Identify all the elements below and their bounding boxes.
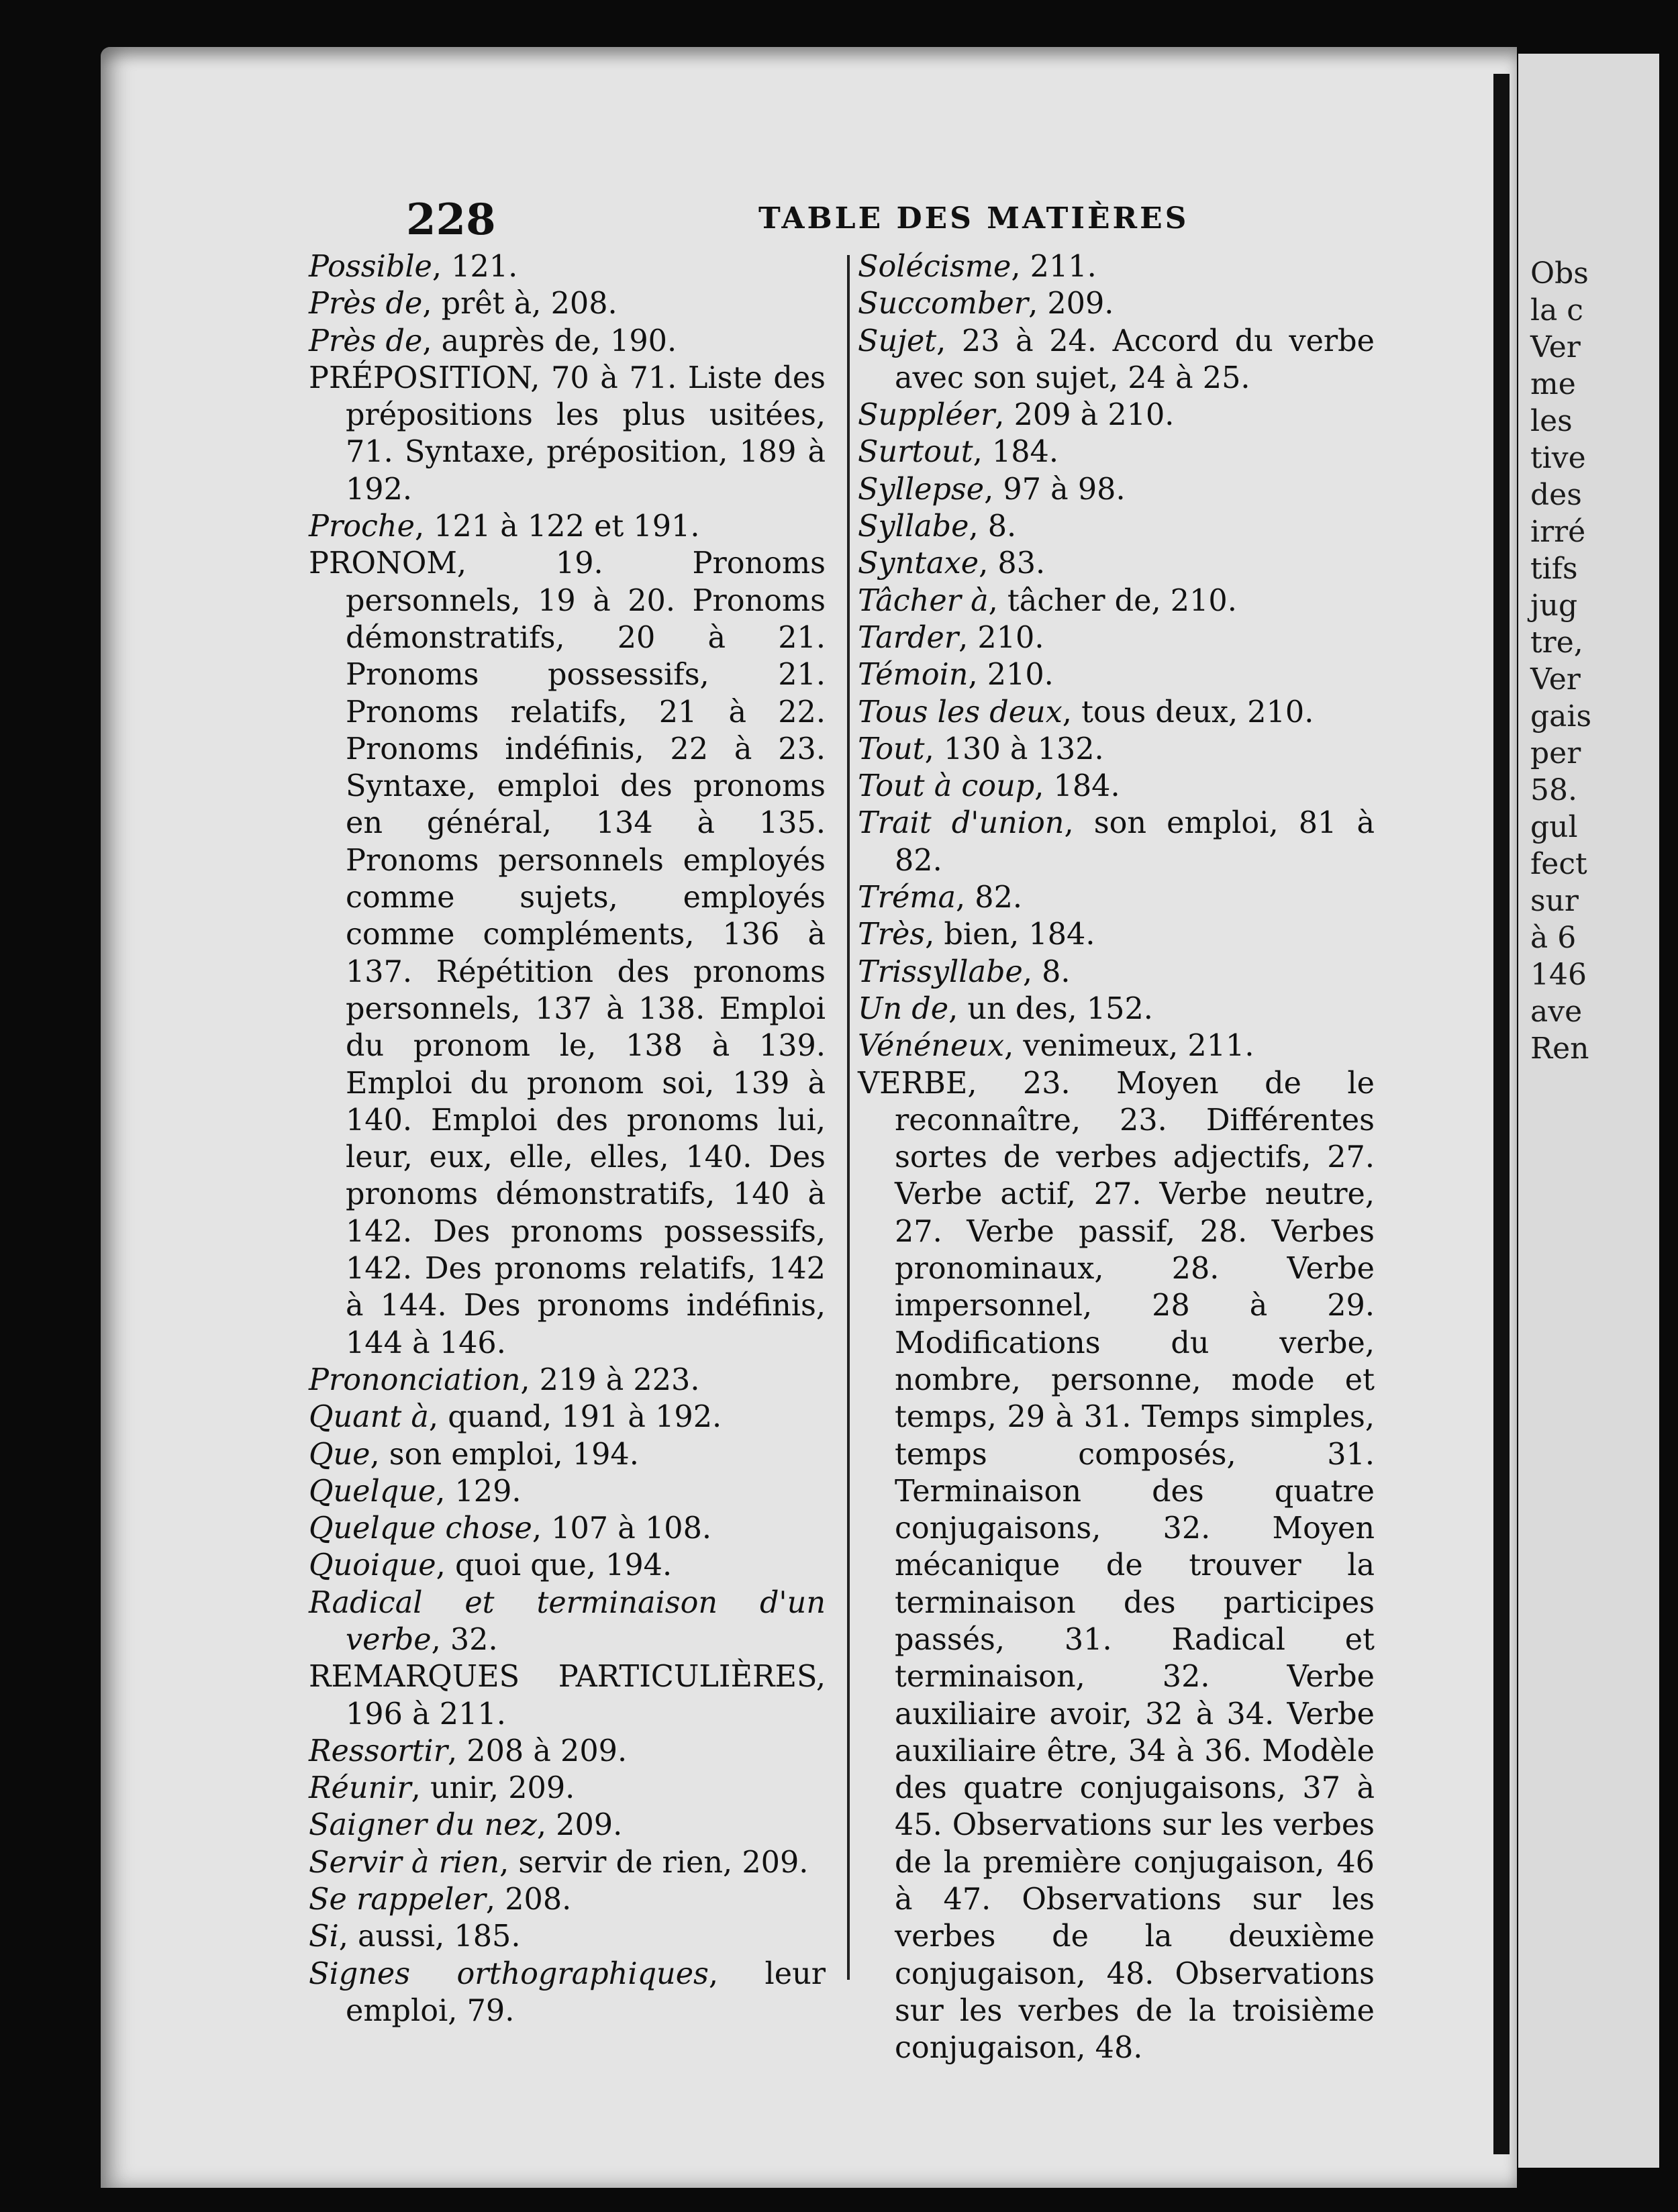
entry-headword: REMARQUES PARTICULIÈRES <box>309 1660 816 1695</box>
index-entry <box>858 471 1375 508</box>
facing-page-line: 58. <box>1530 773 1577 807</box>
entry-references: , tâcher de, 210. <box>988 583 1237 618</box>
index-entry <box>858 879 1375 916</box>
facing-page-line: sur <box>1530 884 1579 918</box>
entry-references: , 130 à 132. <box>924 732 1104 766</box>
entry-references: , 208 à 209. <box>447 1733 628 1768</box>
index-entry <box>309 360 826 508</box>
entry-headword: Tout <box>858 732 925 766</box>
entry-headword: Syllepse <box>858 472 985 507</box>
index-entry <box>309 1510 826 1547</box>
facing-page-line: les <box>1530 404 1573 438</box>
entry-references: , aussi, 185. <box>338 1919 521 1954</box>
entry-headword: Ressortir <box>309 1733 448 1768</box>
entry-headword: Très <box>858 917 926 952</box>
entry-references: , 210. <box>968 658 1054 693</box>
facing-page-line: tive <box>1530 441 1586 475</box>
entry-references: , 129. <box>436 1474 522 1509</box>
entry-references: , 196 à 211. <box>346 1660 826 1731</box>
facing-page-line: ave <box>1530 995 1583 1029</box>
entry-references: , 19. Pronoms personnels, 19 à 20. Pronoms démonstratifs, 20 à 21. Pronoms possessifs, 21. Pronoms relatifs, 21 à 22. Pronoms indéfinis, 22 à 23. Syntaxe, emploi des pronoms en général, 134 à 135. Pronoms personnels employés comme sujets, employés comme compléments, 136 à 137. Répétition des pronoms personnels, 137 à 138. Emploi du pronom le, 138 à 139. Emploi du pronom soi, 139 à 140. Emploi des pronoms lui, leur, eux, elle, elles, 140. Des pronoms démonstratifs, 140 à 142. Des pronoms possessifs, 142. Des pronoms relatifs, 142 à 144. Des pronoms indéfinis, 144 à 146. <box>346 546 826 1360</box>
index-entry <box>309 248 826 285</box>
entry-references: , 208. <box>485 1882 572 1917</box>
facing-page-line: des <box>1530 478 1582 512</box>
index-entry <box>858 916 1375 953</box>
entry-references: , 107 à 108. <box>532 1511 712 1546</box>
entry-headword: Sujet <box>858 323 937 358</box>
entry-headword: Tréma <box>858 881 956 915</box>
index-entry <box>858 1065 1375 2067</box>
book-gutter <box>1493 74 1510 2154</box>
entry-headword: Témoin <box>858 658 969 693</box>
index-entry <box>858 694 1375 731</box>
entry-references: , 8. <box>1022 954 1071 989</box>
index-entry <box>309 1956 826 2030</box>
facing-page-line: jug <box>1530 589 1578 623</box>
facing-page-line: tifs <box>1530 552 1578 586</box>
entry-references: , quoi que, 194. <box>436 1548 673 1583</box>
index-entry <box>309 1658 826 1733</box>
index-column-left <box>309 248 826 2029</box>
facing-page-line: Ver <box>1530 662 1581 697</box>
entry-headword: Surtout <box>858 435 973 470</box>
entry-references: , 209 à 210. <box>995 398 1175 433</box>
entry-references: , 121. <box>432 250 518 284</box>
entry-references: , venimeux, 211. <box>1004 1029 1254 1064</box>
entry-references: , 70 à 71. Liste des prépositions les plus usitées, 71. Syntaxe, préposition, 189 à 192. <box>346 360 826 507</box>
index-entry <box>858 954 1375 991</box>
index-entry <box>858 583 1375 619</box>
entry-references: , prêt à, 208. <box>422 287 618 321</box>
facing-page-line: tre, <box>1530 625 1583 660</box>
running-title: TABLE DES MATIÈRES <box>758 201 1189 236</box>
entry-references: , auprès de, 190. <box>422 323 677 358</box>
entry-references: , 83. <box>979 546 1046 581</box>
entry-references: , leur emploi, 79. <box>346 1956 826 2028</box>
entry-references: , 32. <box>431 1622 498 1657</box>
index-entry <box>858 248 1375 285</box>
entry-headword: Tout à coup <box>858 769 1035 804</box>
entry-references: , 184. <box>973 435 1059 470</box>
entry-headword: Quoique <box>309 1548 436 1583</box>
facing-page-line: me <box>1530 367 1576 401</box>
facing-page-line: irré <box>1530 515 1586 549</box>
index-entry <box>309 1399 826 1436</box>
entry-headword: Proche <box>309 509 415 544</box>
index-entry <box>858 434 1375 470</box>
index-entry <box>309 1770 826 1807</box>
index-entry <box>858 1027 1375 1064</box>
entry-references: , 211. <box>1011 250 1097 284</box>
entry-headword: Syntaxe <box>858 546 979 581</box>
index-entry <box>309 1362 826 1399</box>
entry-references: , 121 à 122 et 191. <box>414 509 700 544</box>
index-entry <box>309 1547 826 1584</box>
facing-page-line: la c <box>1530 293 1583 328</box>
entry-headword: Solécisme <box>858 250 1011 284</box>
entry-headword: Si <box>309 1919 339 1954</box>
entry-headword: Se rappeler <box>309 1882 486 1917</box>
facing-page-fragment <box>1518 54 1659 2168</box>
entry-references: , son emploi, 194. <box>370 1437 639 1472</box>
entry-references: , 97 à 98. <box>984 472 1126 507</box>
index-entry <box>309 1436 826 1473</box>
page-number: 228 <box>406 195 496 245</box>
index-entry <box>858 508 1375 545</box>
index-entry <box>309 1918 826 1955</box>
entry-references: , 184. <box>1034 769 1120 804</box>
entry-references: , 23. Moyen de le reconnaître, 23. Différentes sortes de verbes adjectifs, 27. Verbe actif, 27. Verbe neutre, 27. Verbe passif, 28. Verbes pronominaux, 28. Verbe impersonnel, 28 à 29. Modifications du verbe, nombre, personne, mode et temps, 29 à 31. Temps simples, temps composés, 31. Terminaison des quatre conjugaisons, 32. Moyen mécanique de trouver la terminaison des participes passés, 31. Radical et terminaison, 32. Verbe auxiliaire avoir, 32 à 34. Verbe auxiliaire être, 34 à 36. Modèle des quatre conjugaisons, 37 à 45. Observations sur les verbes de la première conjugaison, 46 à 47. Observations sur les verbes de la deuxième conjugaison, 48. Observations sur les verbes de la troisième conjugaison, 48. <box>895 1066 1375 2066</box>
entry-references: , un des, 152. <box>948 991 1153 1026</box>
facing-page-line: à 6 <box>1530 921 1577 955</box>
facing-page-line: Ren <box>1530 1032 1589 1066</box>
index-entry <box>309 1733 826 1770</box>
entry-headword: Près de <box>309 323 423 358</box>
entry-headword: Signes orthographiques <box>309 1956 709 1991</box>
index-entry <box>309 1881 826 1918</box>
index-entry <box>858 991 1375 1027</box>
column-divider <box>847 255 850 1980</box>
entry-headword: Servir à rien <box>309 1845 500 1880</box>
entry-references: , quand, 191 à 192. <box>428 1400 722 1435</box>
index-entry <box>309 1844 826 1881</box>
entry-headword: Tous les deux <box>858 695 1063 730</box>
index-entry <box>858 656 1375 693</box>
entry-headword: Prononciation <box>309 1362 521 1397</box>
index-entry <box>309 1807 826 1844</box>
entry-headword: Réunir <box>309 1771 411 1806</box>
entry-references: , son emploi, 81 à 82. <box>895 806 1375 878</box>
index-entry <box>858 768 1375 805</box>
index-entry <box>858 619 1375 656</box>
index-entry <box>309 1473 826 1510</box>
entry-headword: Suppléer <box>858 398 995 433</box>
entry-headword: Quelque chose <box>309 1511 532 1546</box>
entry-references: , 219 à 223. <box>520 1362 700 1397</box>
entry-headword: Trait d'union <box>858 806 1065 841</box>
index-entry <box>858 323 1375 397</box>
entry-references: , 210. <box>958 620 1044 655</box>
entry-references: , bien, 184. <box>925 917 1095 952</box>
entry-headword: Un de <box>858 991 949 1026</box>
facing-page-line: Ver <box>1530 330 1581 364</box>
entry-references: , 23 à 24. Accord du verbe avec son sujet, 24 à 25. <box>895 323 1375 395</box>
entry-headword: Succomber <box>858 287 1029 321</box>
entry-references: , 209. <box>1028 287 1114 321</box>
facing-page-line: per <box>1530 736 1581 770</box>
facing-page-line: Obs <box>1530 256 1589 291</box>
index-entry <box>309 545 826 1362</box>
index-column-right <box>858 248 1375 2067</box>
entry-headword: PRÉPOSITION <box>309 360 531 395</box>
page-header <box>101 195 1517 248</box>
entry-headword: Syllabe <box>858 509 969 544</box>
entry-headword: Près de <box>309 287 423 321</box>
index-entry <box>309 508 826 545</box>
entry-headword: Que <box>309 1437 371 1472</box>
entry-headword: Quelque <box>309 1474 436 1509</box>
entry-references: , 8. <box>969 509 1017 544</box>
index-entry <box>309 323 826 360</box>
facing-page-line: 146 <box>1530 958 1587 992</box>
facing-page-line: fect <box>1530 847 1587 881</box>
entry-references: , servir de rien, 209. <box>499 1845 809 1880</box>
entry-references: , unir, 209. <box>411 1771 575 1806</box>
entry-headword: Tâcher à <box>858 583 989 618</box>
entry-references: , tous deux, 210. <box>1062 695 1314 730</box>
index-entry <box>858 545 1375 582</box>
index-entry <box>858 731 1375 768</box>
index-entry <box>309 1585 826 1659</box>
entry-headword: Vénéneux <box>858 1029 1005 1064</box>
index-entry <box>858 805 1375 879</box>
entry-headword: Saigner du nez <box>309 1808 537 1843</box>
index-entry <box>858 285 1375 322</box>
entry-headword: Radical et terminaison d'un verbe <box>309 1585 826 1657</box>
entry-headword: Possible <box>309 250 432 284</box>
entry-headword: PRONOM <box>309 546 457 581</box>
entry-headword: Trissyllabe <box>858 954 1023 989</box>
facing-page-line: gul <box>1530 810 1578 844</box>
entry-references: , 209. <box>536 1808 623 1843</box>
index-entry <box>858 397 1375 434</box>
entry-headword: Quant à <box>309 1400 429 1435</box>
entry-references: , 82. <box>956 881 1023 915</box>
facing-page-line: gais <box>1530 699 1592 734</box>
entry-headword: VERBE <box>858 1066 968 1101</box>
entry-headword: Tarder <box>858 620 959 655</box>
index-entry <box>309 285 826 322</box>
